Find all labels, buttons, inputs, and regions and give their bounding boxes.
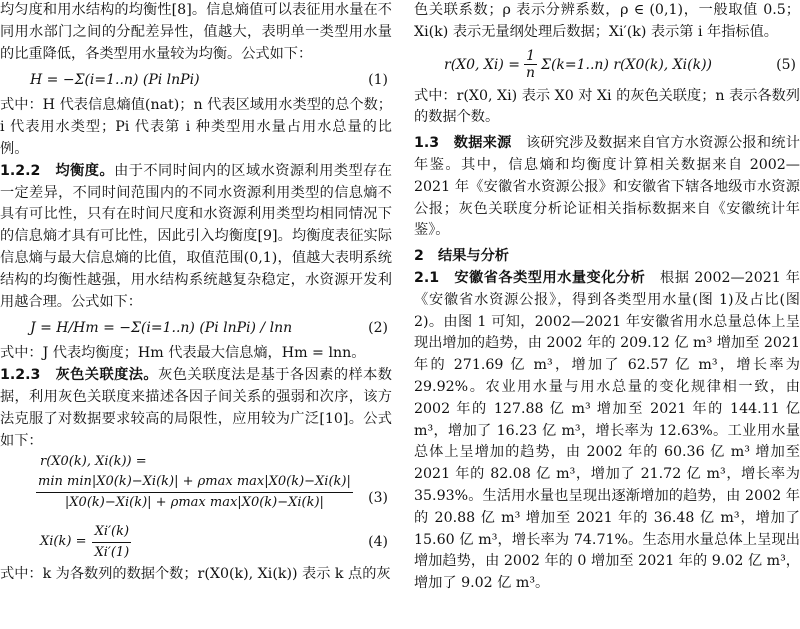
equation-3: [0, 452, 392, 520]
equation-5-coefficient: [524, 48, 537, 81]
equation-5-number: (5): [776, 56, 796, 73]
paragraph-eq1-explanation: 式中：H 代表信息熵值(nat)；n 代表区域用水类型的总个数；i 代表用水类型；Pi 代表第 i 种类型用水量占用水总量的比例。: [0, 97, 392, 157]
equation-3-numerator: min min|X0(k)−Xi(k)| + ρmax max|X0(k)−Xi(k)|: [36, 472, 353, 493]
paragraph-evenness: [0, 161, 392, 314]
paragraph-evenness-text: 由于不同时间内的区域水资源利用类型存在一定差异，不同时间范围内的不同水资源利用类型的信息熵不具有可比性，只有在时间尺度和水资源利用类型均相同情况下的信息熵才具有可比性，因此引入均衡度[9]。均衡度表征实际信息熵与最大信息熵的比值，取值范围(0,1)，值越大表明系统结构的均衡性越强，用水结构系统越复杂稳定，水资源开发利用越合理。公式如下：: [0, 162, 392, 310]
equation-1-number: (1): [368, 72, 388, 89]
equation-4-denominator: Xi′(1): [94, 544, 130, 560]
paragraph-data-source: [414, 133, 800, 242]
section-heading-2-1: 2.1 安徽省各类型用水量变化分析: [414, 269, 646, 286]
equation-4-number: (4): [368, 534, 388, 551]
equation-2: [0, 313, 392, 343]
paragraph-eq5-explanation: 式中：r(X0, Xi) 表示 X0 对 Xi 的灰色关联度；n 表示各数列的数据个数。: [414, 87, 800, 126]
equation-2-body: J = H/Hm = −Σ(i=1..n) (Pi lnPi) / lnn: [30, 320, 293, 337]
paragraph-water-use-analysis: [414, 268, 800, 595]
equation-5-lhs: r(X0, Xi) =: [444, 56, 521, 73]
equation-1-body: H = −Σ(i=1..n) (Pi lnPi): [30, 72, 200, 89]
equation-2-number: (2): [368, 320, 388, 337]
paragraph-grey-relational: [0, 365, 392, 452]
equation-5-coefficient-top: 1: [524, 48, 537, 65]
left-column: [0, 0, 392, 586]
equation-3-lhs: r(X0(k), Xi(k)) =: [40, 454, 147, 470]
equation-4: [0, 520, 392, 564]
equation-4-fraction: [92, 522, 131, 563]
paragraph-grey-relational-text: 灰色关联度法是基于各因素的样本数据，利用灰色关联度来描述各因子间关系的强弱和次序，该方法克服了对数据要求较高的局限性，应用较为广泛[10]。公式如下：: [0, 367, 392, 449]
paragraph-eq4-explanation: 色关联系数；ρ 表示分辨系数，ρ ∈ (0,1)，一般取值 0.5；Xi(k) 表示无量纲处理后数据；Xi′(k) 表示第 i 年指标值。: [414, 2, 800, 40]
equation-3-number: (3): [368, 490, 388, 507]
paragraph-water-use-analysis-text: 根据 2002—2021 年《安徽省水资源公报》，得到各类型用水量(图 1)及占比(图 2)。由图 1 可知，2002—2021 年安徽省用水总量总体上呈现出增加的趋势，由 2002 年的 209.12 亿 m³ 增加至 2021 年的 271.69 亿 m³，增加了 62.57 亿 m³，增长率为 29.92%。农业用水量与用水总量的变化规律相一致，由 2002 年的 127.88 亿 m³ 增加至 2021 年的 144.11 亿 m³，增加了 16.23 亿 m³，增长率为 12.63%。工业用水量总体上呈增加的趋势，由 2002 年的 60.36 亿 m³ 增加至 2021 年的 82.08 亿 m³，增加了 21.72 亿 m³，增长率为 35.93%。生活用水量也呈现出逐渐增加的趋势，由 2002 年的 20.88 亿 m³ 增加至 2021 年的 36.48 亿 m³，增加了 15.60 亿 m³，增长率为 74.71%。生态用水量总体上呈现出增加趋势，由 2002 年的 0 增加至 2021 年的 9.02 亿 m³，增加了 9.02 亿 m³。: [414, 269, 800, 592]
equation-5-coefficient-bottom: n: [526, 65, 536, 82]
paragraph-data-source-text: 该研究涉及数据来自官方水资源公报和统计年鉴。其中，信息熵和均衡度计算相关数据来自 2002—2021 年《安徽省水资源公报》和安徽省下辖各地级市水资源公报；灰色关联度分析论证相关指标数据来自《安徽统计年鉴》。: [414, 135, 800, 239]
equation-1: [0, 65, 392, 95]
equation-4-numerator: Xi′(k): [92, 522, 131, 543]
section-heading-1-2-3: 1.2.3 灰色关联度法。: [0, 367, 159, 384]
right-column: [414, 0, 800, 595]
paragraph-eq3-explanation: 式中：k 为各数列的数据个数；r(X0(k), Xi(k)) 表示 k 点的灰: [0, 566, 391, 583]
equation-3-fraction: [36, 472, 353, 513]
equation-5-rhs: Σ(k=1..n) r(X0(k), Xi(k)): [541, 56, 713, 73]
equation-5: [414, 44, 800, 86]
equation-3-denominator: |X0(k)−Xi(k)| + ρmax max|X0(k)−Xi(k)|: [64, 495, 324, 511]
equation-4-lhs: Xi(k) =: [40, 534, 87, 550]
paragraph-entropy-intro: 均匀度和用水结构的均衡性[8]。信息熵值可以表征用水量在不同用水部门之间的分配差异性，值越大，表明单一类型用水量的比重降低，各类型用水量较为均衡。公式如下：: [0, 2, 392, 62]
paragraph-eq2-explanation: 式中：J 代表均衡度；Hm 代表最大信息熵，Hm = lnn。: [0, 345, 366, 362]
section-heading-1-3: 1.3 数据来源: [414, 135, 512, 152]
section-heading-1-2-2: 1.2.2 均衡度。: [0, 162, 115, 179]
section-heading-2: 2 结果与分析: [414, 248, 509, 265]
